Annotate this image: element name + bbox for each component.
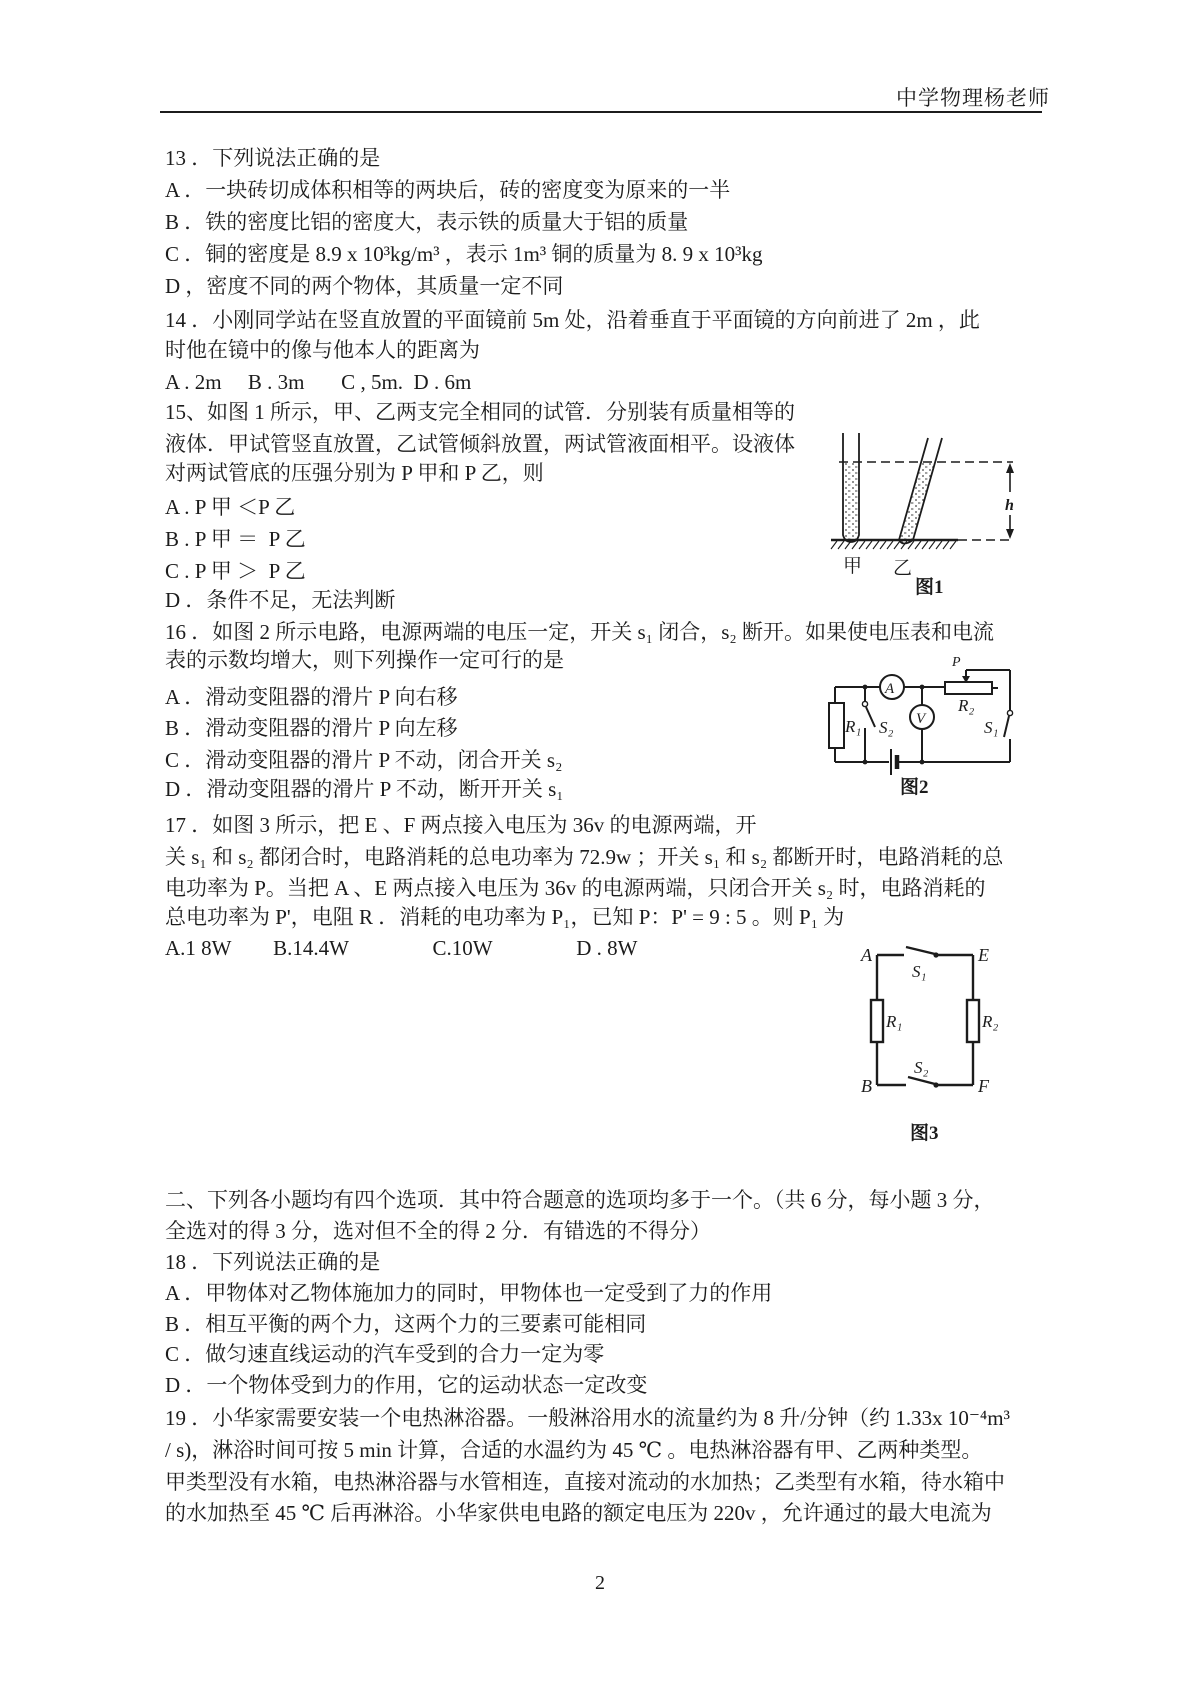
r2-label: R₂ xyxy=(982,1012,999,1031)
q17-stem-1: 17 ．如图 3 所示，把 E 、F 两点接入电压为 36v 的电源两端，开 xyxy=(165,813,757,837)
q18-stem: 18 ．下列说法正确的是 xyxy=(165,1250,381,1274)
header-rule xyxy=(160,111,1042,113)
q15-stem-2: 液体．甲试管竖直放置，乙试管倾斜放置，两试管液面相平。设液体 xyxy=(165,432,795,456)
header-brand: 中学物理杨老师 xyxy=(896,86,1050,110)
q19-stem-3: 甲类型没有水箱，电热淋浴器与水管相连，直接对流动的水加热；乙类型有水箱，待水箱中 xyxy=(165,1470,1005,1494)
liquid-in-tube-jia xyxy=(843,462,859,542)
tube-yi-label: 乙 xyxy=(893,558,913,579)
arrowhead-up xyxy=(1006,463,1014,473)
q16-option-a: A ．滑动变阻器的滑片 P 向右移 xyxy=(165,685,458,709)
section2-header-1: 二、下列各小题均有四个选项．其中符合题意的选项均多于一个。（共 6 分，每小题 3 分， xyxy=(165,1188,995,1212)
q14-stem-2: 时他在镜中的像与他本人的距离为 xyxy=(165,338,480,362)
q16-option-d: D ．滑动变阻器的滑片 P 不动，断开开关 s₁ xyxy=(165,777,564,801)
switch-s1-contact xyxy=(1007,710,1012,715)
q19-stem-4: 的水加热至 45 ℃ 后再淋浴。小华家供电电路的额定电压为 220v ，允许通过的最大电流为 xyxy=(165,1501,992,1525)
q18-option-b: B ．相互平衡的两个力，这两个力的三要素可能相同 xyxy=(165,1312,647,1336)
switch-s1-blade xyxy=(906,947,935,954)
q15-option-c: C . P 甲 ＞ P 乙 xyxy=(165,559,306,583)
junction-dot xyxy=(920,760,925,765)
q15-stem-3: 对两试管底的压强分别为 P 甲和 P 乙，则 xyxy=(165,461,544,485)
q17-stem-2: 关 s₁ 和 s₂ 都闭合时，电路消耗的总电功率为 72.9w ；开关 s₁ 和 s₂ 都断开时，电路消耗的总 xyxy=(165,845,1004,869)
q13-option-d: D ，密度不同的两个物体，其质量一定不同 xyxy=(165,274,564,298)
q18-option-a: A ．甲物体对乙物体施加力的同时，甲物体也一定受到了力的作用 xyxy=(165,1281,773,1305)
q15-option-d: D ．条件不足，无法判断 xyxy=(165,588,396,612)
junction-dot xyxy=(920,685,925,690)
r1-label: R₁ xyxy=(886,1012,903,1031)
q18-option-c: C ．做匀速直线运动的汽车受到的合力一定为零 xyxy=(165,1342,605,1366)
ground-hatching xyxy=(831,541,956,549)
q13-option-a: A ．一块砖切成体积相等的两块后，砖的密度变为原来的一半 xyxy=(165,178,731,202)
q15-stem-1: 15、如图 1 所示，甲、乙两支完全相同的试管．分别装有质量相等的 xyxy=(165,400,795,424)
q14-stem-1: 14 ．小刚同学站在竖直放置的平面镜前 5m 处，沿着垂直于平面镜的方向前进了 2m ，此 xyxy=(165,308,980,332)
slider-p-label: P xyxy=(952,655,961,670)
junction-dot xyxy=(863,760,868,765)
q13-stem: 13 ．下列说法正确的是 xyxy=(165,146,381,170)
s1-label: S₁ xyxy=(912,962,927,981)
switch-s1-blade xyxy=(1004,716,1009,737)
figure-1-test-tubes xyxy=(823,420,1023,605)
r2-label: R₂ xyxy=(958,696,975,715)
q16-stem-1: 16 ．如图 2 所示电路，电源两端的电压一定，开关 s₁ 闭合，s₂ 断开。如果使电压表和电流 xyxy=(165,620,994,644)
q13-option-b: B ．铁的密度比铝的密度大，表示铁的质量大于铝的质量 xyxy=(165,210,689,234)
resistor-r2 xyxy=(967,1000,979,1042)
junction-dot xyxy=(863,685,868,690)
arrowhead-down xyxy=(1006,529,1014,539)
q16-stem-2: 表的示数均增大，则下列操作一定可行的是 xyxy=(165,648,564,672)
q15-option-a: A . P 甲 ＜P 乙 xyxy=(165,495,296,519)
r1-label: R₁ xyxy=(845,717,862,736)
rheostat-r2 xyxy=(945,682,992,694)
figure-1-caption: 图1 xyxy=(915,577,944,598)
node-a-label: A xyxy=(861,945,872,965)
figure-3-circuit xyxy=(848,943,1008,1143)
tube-jia-label: 甲 xyxy=(843,556,863,577)
q14-options: A . 2m B . 3m C , 5m. D . 6m xyxy=(165,370,472,394)
q17-stem-3: 电功率为 P。当把 A 、E 两点接入电压为 36v 的电源两端，只闭合开关 s₂ 时，电路消耗的 xyxy=(165,876,986,900)
switch-s2-blade xyxy=(908,1077,935,1084)
q19-stem-1: 19 ．小华家需要安装一个电热淋浴器。一般淋浴用水的流量约为 8 升/分钟（约 1.33x 10⁻⁴m³ xyxy=(165,1406,1010,1430)
q17-options: A.1 8W B.14.4W C.10W D . 8W xyxy=(165,936,638,960)
height-label: h xyxy=(1005,497,1014,514)
s2-label: S₂ xyxy=(914,1058,929,1077)
q15-option-b: B . P 甲 ＝ P 乙 xyxy=(165,527,306,551)
figure-2-caption: 图2 xyxy=(900,777,929,797)
switch-s2-contact xyxy=(933,1082,938,1087)
resistor-r1 xyxy=(829,703,844,748)
q16-option-b: B ．滑动变阻器的滑片 P 向左移 xyxy=(165,716,458,740)
voltmeter-label: V xyxy=(916,711,926,727)
switch-s1-contact xyxy=(933,952,938,957)
ammeter-label: A xyxy=(885,681,895,697)
q19-stem-2: / s)，淋浴时间可按 5 min 计算，合适的水温约为 45 ℃ 。电热淋浴器有甲、乙两种类型。 xyxy=(165,1438,983,1462)
switch-s2-blade xyxy=(866,707,875,727)
node-e-label: E xyxy=(978,945,989,965)
q13-option-c: C ．铜的密度是 8.9 x 10³kg/m³ ，表示 1m³ 铜的质量为 8. 9 x 10³kg xyxy=(165,242,763,266)
section2-header-2: 全选对的得 3 分，选对但不全的得 2 分．有错选的不得分） xyxy=(165,1219,711,1243)
switch-s2-contact xyxy=(862,701,867,706)
q18-option-d: D ．一个物体受到力的作用，它的运动状态一定改变 xyxy=(165,1373,648,1397)
node-f-label: F xyxy=(978,1076,989,1096)
page-number: 2 xyxy=(595,1572,605,1594)
node-b-label: B xyxy=(861,1076,872,1096)
resistor-r1 xyxy=(871,1000,883,1042)
s1-label: S₁ xyxy=(984,718,999,737)
s2-label: S₂ xyxy=(879,718,894,737)
figure-2-circuit xyxy=(828,655,1043,797)
figure-3-caption: 图3 xyxy=(910,1123,939,1143)
q17-stem-4: 总电功率为 P'，电阻 R ．消耗的电功率为 P₁，已知 P：P' = 9 : 5 。则 P₁ 为 xyxy=(165,905,845,929)
q16-option-c: C ．滑动变阻器的滑片 P 不动，闭合开关 s₂ xyxy=(165,748,563,772)
